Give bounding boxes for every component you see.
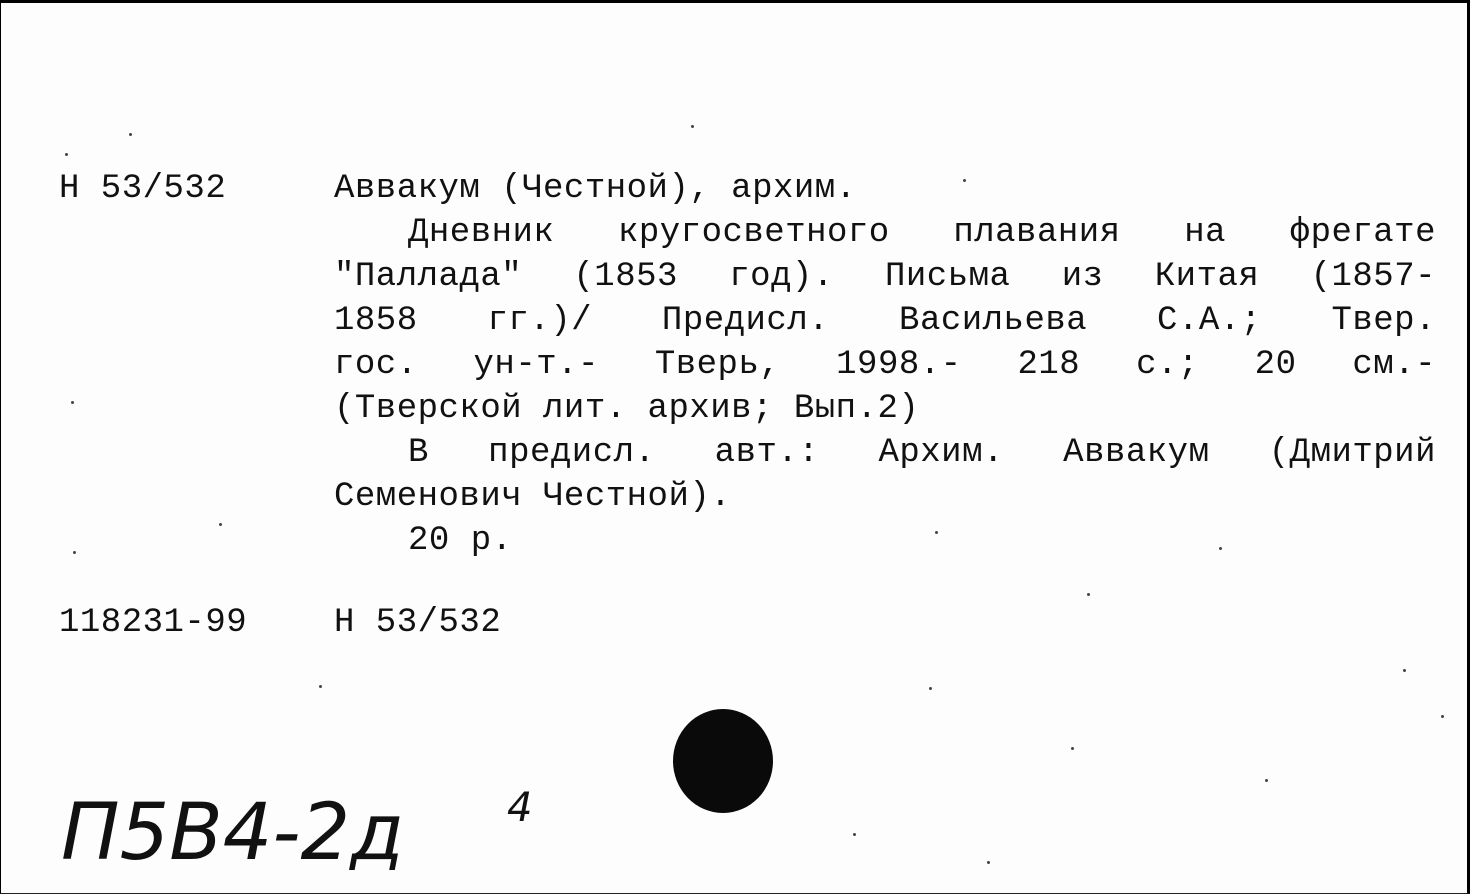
speck xyxy=(935,531,938,534)
note-line-2: Семенович Честной). xyxy=(334,478,732,516)
series-line: (Тверской лит. архив; Вып.2) xyxy=(334,390,920,428)
title-line-3: 1858 гг.)/ Предисл. Васильева С.А.; Твер. xyxy=(334,302,1436,340)
punch-hole xyxy=(673,709,773,813)
price: 20 р. xyxy=(408,522,513,560)
speck xyxy=(929,687,932,690)
handwritten-classification xyxy=(59,773,549,883)
speck xyxy=(1219,547,1222,550)
title-line-1: Дневник кругосветного плавания на фрегате xyxy=(408,214,1436,252)
speck xyxy=(987,861,990,864)
speck xyxy=(1403,669,1406,672)
speck xyxy=(963,179,966,182)
speck xyxy=(1265,779,1268,782)
speck xyxy=(319,685,322,688)
speck xyxy=(853,833,856,836)
speck xyxy=(129,133,132,136)
speck xyxy=(71,401,74,404)
title-line-2: "Паллада" (1853 год). Письма из Китая (1857- xyxy=(334,258,1436,296)
bottom-shelfmark: Н 53/532 xyxy=(334,604,502,642)
speck xyxy=(1087,593,1090,596)
speck xyxy=(1441,715,1444,718)
author-heading: Аввакум (Честной), архим. xyxy=(334,170,857,208)
title-line-4: гос. ун-т.- Тверь, 1998.- 218 с.; 20 см.- xyxy=(334,346,1436,384)
shelfmark: Н 53/532 xyxy=(59,170,227,208)
handwritten-code: П5В4-2д xyxy=(61,788,405,878)
speck xyxy=(73,551,76,554)
speck xyxy=(219,523,222,526)
speck xyxy=(1071,747,1074,750)
speck xyxy=(65,153,68,156)
speck xyxy=(691,125,694,128)
handwritten-superscript: 4 xyxy=(507,785,533,831)
inventory-number: 118231-99 xyxy=(59,604,248,642)
note-line-1: В предисл. авт.: Архим. Аввакум (Дмитрий xyxy=(408,434,1436,472)
